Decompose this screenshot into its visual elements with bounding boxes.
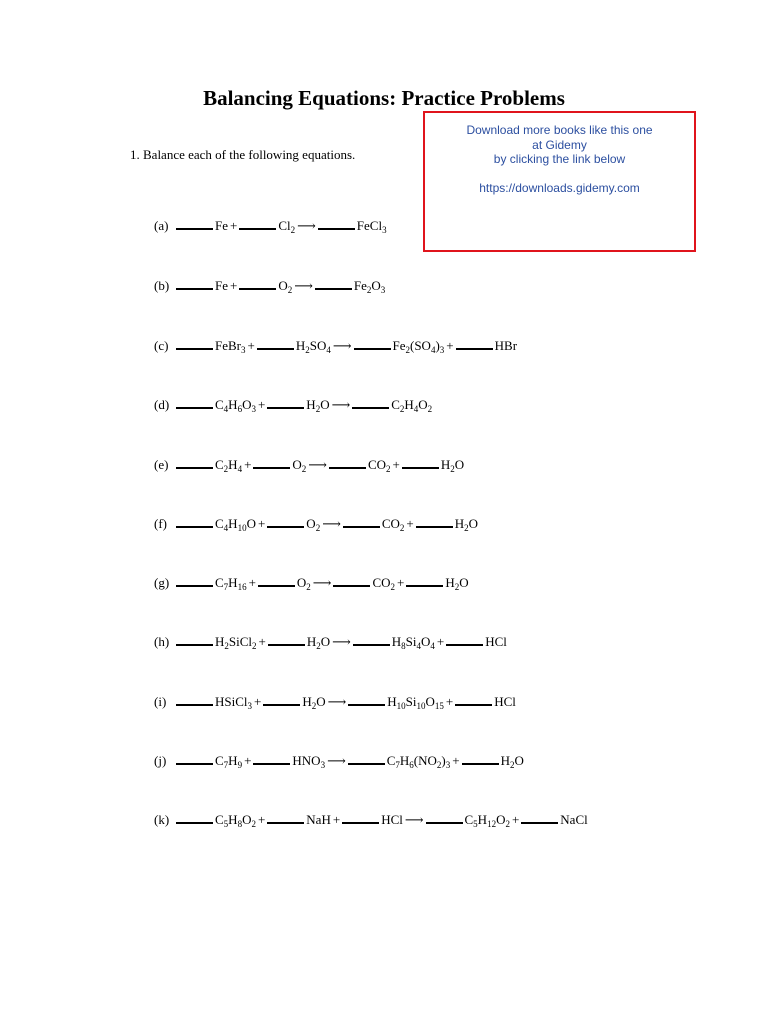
subscript: 3 — [251, 404, 256, 414]
coefficient-blank[interactable] — [176, 754, 213, 765]
chemical-formula: $C_5H_8O_2$ — [215, 812, 256, 829]
equation-label: (h) — [154, 634, 170, 649]
subscript: 10 — [237, 523, 247, 533]
equation-label: (i) — [154, 694, 167, 709]
plus-sign: + — [248, 575, 256, 590]
subscript: 10 — [396, 701, 406, 711]
coefficient-blank[interactable] — [253, 458, 290, 469]
chemical-formula: $C_7H_9$ — [215, 753, 243, 770]
subscript: 3 — [445, 760, 451, 770]
subscript: 9 — [237, 760, 243, 770]
coefficient-blank[interactable] — [456, 339, 493, 350]
subscript: 2 — [450, 464, 455, 474]
chemical-formula: FeCl$_3$ — [356, 218, 387, 235]
equation-row — [154, 751, 524, 771]
subscript: 2 — [386, 464, 391, 474]
arrow-symbol: ⟶ — [294, 278, 313, 293]
chemical-formula: $H_2SO_4$ — [295, 338, 331, 355]
chemical-formula: HCl — [485, 634, 507, 649]
coefficient-blank[interactable] — [176, 398, 213, 409]
ad-download-link[interactable]: https://downloads.gidemy.com — [479, 180, 640, 195]
plus-sign: + — [254, 694, 262, 709]
subscript: 2 — [301, 464, 307, 474]
subscript: 2 — [464, 523, 469, 533]
equation-label: (f) — [154, 516, 167, 531]
plus-sign: + — [406, 516, 414, 531]
chemical-formula: $Fe_2O_3$ — [353, 278, 386, 295]
chemical-formula: $Fe_2(SO_4)_3$ — [392, 338, 445, 355]
subscript: 2 — [305, 345, 310, 355]
subscript: 2 — [399, 404, 405, 414]
subscript: 8 — [237, 819, 243, 829]
coefficient-blank[interactable] — [329, 458, 366, 469]
plus-sign: + — [230, 278, 238, 293]
subscript: 2 — [224, 641, 229, 651]
arrow-symbol: ⟶ — [404, 812, 424, 827]
plus-sign: + — [452, 753, 460, 768]
subscript: 4 — [430, 641, 435, 651]
chemical-formula: $CO_2$ — [372, 575, 395, 592]
equation-row — [154, 632, 507, 652]
coefficient-blank[interactable] — [343, 517, 380, 528]
coefficient-blank[interactable] — [318, 219, 355, 230]
chemical-formula: $H_2O$ — [454, 516, 479, 533]
coefficient-blank[interactable] — [176, 695, 213, 706]
plus-sign: + — [511, 812, 520, 827]
ad-line-3: by clicking the link below — [493, 152, 626, 166]
subscript: 3 — [241, 345, 246, 355]
ad-line-1: Download more books like this one — [466, 123, 653, 137]
subscript: 2 — [252, 641, 257, 651]
chemical-formula: $C_7H_6(NO_2)_3$ — [386, 753, 451, 770]
subscript: 5 — [473, 819, 478, 829]
chemical-formula: $C_4H_{10}O$ — [215, 516, 256, 533]
chemical-formula: $CO_2$ — [381, 516, 405, 533]
coefficient-blank[interactable] — [426, 813, 463, 824]
arrow-symbol: ⟶ — [322, 516, 341, 531]
chemical-formula: $O_2$ — [296, 575, 311, 592]
coefficient-blank[interactable] — [176, 813, 213, 824]
plus-sign: + — [397, 575, 405, 590]
subscript: 4 — [430, 345, 436, 355]
subscript: 4 — [413, 404, 419, 414]
subscript: 7 — [223, 760, 229, 770]
equation-row — [154, 276, 385, 296]
subscript: 2 — [315, 523, 321, 533]
plus-sign: + — [244, 457, 252, 472]
ad-spacer — [425, 167, 694, 181]
plus-sign: + — [332, 812, 341, 827]
plus-sign: + — [446, 338, 454, 353]
subscript: 2 — [390, 582, 395, 592]
subscript: 2 — [405, 345, 410, 355]
subscript: 6 — [237, 404, 243, 414]
equation-row — [154, 573, 469, 593]
coefficient-blank[interactable] — [352, 398, 389, 409]
chemical-formula: $C_2H_4O_2$ — [391, 397, 433, 414]
subscript: 10 — [416, 701, 426, 711]
subscript: 2 — [436, 760, 442, 770]
download-ad-box[interactable] — [423, 111, 696, 252]
chemical-formula: $H_8Si_4O_4$ — [391, 634, 435, 651]
equation-row — [154, 810, 588, 830]
subscript: 2 — [399, 523, 405, 533]
coefficient-blank[interactable] — [402, 458, 439, 469]
subscript: 2 — [509, 760, 515, 770]
coefficient-blank[interactable] — [446, 635, 483, 646]
subscript: 7 — [223, 582, 229, 592]
subscript: 12 — [487, 819, 497, 829]
plus-sign: + — [247, 338, 255, 353]
arrow-symbol: ⟶ — [308, 457, 327, 472]
chemical-formula: HCl — [381, 812, 403, 827]
equation-label: (k) — [154, 812, 170, 827]
coefficient-blank[interactable] — [257, 339, 294, 350]
coefficient-blank[interactable] — [263, 695, 300, 706]
arrow-symbol: ⟶ — [331, 397, 351, 412]
equation-row — [154, 216, 387, 236]
arrow-symbol: ⟶ — [312, 575, 332, 590]
coefficient-blank[interactable] — [268, 635, 305, 646]
coefficient-blank[interactable] — [455, 695, 492, 706]
instruction-text: 1. Balance each of the following equations. — [130, 147, 356, 162]
subscript: 5 — [223, 819, 229, 829]
coefficient-blank[interactable] — [176, 219, 213, 230]
subscript: 3 — [247, 701, 253, 711]
arrow-symbol: ⟶ — [327, 753, 346, 768]
subscript: 4 — [223, 523, 229, 533]
coefficient-blank[interactable] — [342, 813, 379, 824]
coefficient-blank[interactable] — [462, 754, 499, 765]
subscript: 2 — [366, 285, 372, 295]
equation-row — [154, 692, 516, 712]
coefficient-blank[interactable] — [521, 813, 558, 824]
coefficient-blank[interactable] — [239, 279, 276, 290]
coefficient-blank[interactable] — [348, 754, 385, 765]
subscript: 2 — [316, 641, 321, 651]
coefficient-blank[interactable] — [258, 576, 295, 587]
chemical-formula: FeBr$_3$ — [215, 338, 246, 355]
subscript: 4 — [326, 345, 331, 355]
chemical-formula: HCl — [494, 694, 516, 709]
plus-sign: + — [257, 397, 266, 412]
plus-sign: + — [392, 457, 400, 472]
chemical-formula: $H_2SiCl_2$ — [215, 634, 257, 651]
coefficient-blank[interactable] — [406, 576, 443, 587]
subscript: 2 — [306, 582, 311, 592]
subscript: 4 — [416, 641, 422, 651]
chemical-formula: Fe — [215, 218, 228, 233]
chemical-formula: $H_2O$ — [440, 457, 465, 474]
coefficient-blank[interactable] — [315, 279, 352, 290]
chemical-formula: $H_{10}Si_{10}O_{15}$ — [387, 694, 444, 711]
coefficient-blank[interactable] — [267, 517, 304, 528]
chemical-formula: $O_2$ — [292, 457, 307, 474]
subscript: 15 — [434, 701, 444, 711]
subscript: 16 — [237, 582, 247, 592]
chemical-formula: HBr — [494, 338, 518, 353]
plus-sign: + — [244, 753, 252, 768]
chemical-formula: $H_2O$ — [306, 397, 330, 414]
chemical-formula: $Cl_2$ — [278, 218, 296, 235]
coefficient-blank[interactable] — [354, 339, 391, 350]
chemical-formula: Fe — [215, 278, 228, 293]
page-title: Balancing Equations: Practice Problems — [203, 86, 565, 110]
subscript: 2 — [223, 464, 229, 474]
coefficient-blank[interactable] — [239, 219, 276, 230]
coefficient-blank[interactable] — [416, 517, 453, 528]
coefficient-blank[interactable] — [176, 339, 213, 350]
equation-row — [154, 514, 478, 534]
subscript: 2 — [505, 819, 510, 829]
chemical-formula: NaH — [306, 812, 331, 827]
chemical-formula: $H_2O$ — [500, 753, 524, 770]
plus-sign: + — [230, 218, 238, 233]
arrow-symbol: ⟶ — [332, 338, 352, 353]
coefficient-blank[interactable] — [176, 279, 213, 290]
chemical-formula: $H_2O$ — [302, 694, 326, 711]
subscript: 7 — [395, 760, 400, 770]
arrow-symbol: ⟶ — [297, 218, 316, 233]
subscript: 2 — [251, 819, 256, 829]
subscript: 4 — [237, 464, 243, 474]
ad-line-2: at Gidemy — [532, 137, 587, 152]
subscript: 4 — [223, 404, 229, 414]
chemical-formula: $C_7H_{16}$ — [215, 575, 247, 592]
subscript: 2 — [311, 701, 317, 711]
equation-row — [154, 455, 464, 475]
subscript: 6 — [409, 760, 414, 770]
subscript: 3 — [439, 345, 445, 355]
coefficient-blank[interactable] — [253, 754, 290, 765]
chemical-formula: $CO_2$ — [367, 457, 391, 474]
arrow-symbol: ⟶ — [332, 634, 351, 649]
subscript: 3 — [380, 285, 386, 295]
equation-label: (b) — [154, 278, 170, 293]
coefficient-blank[interactable] — [176, 458, 213, 469]
chemical-formula: $H_2O$ — [306, 634, 331, 651]
chemical-formula: $C_4H_6O_3$ — [215, 397, 256, 414]
plus-sign: + — [257, 812, 266, 827]
equation-row — [154, 336, 517, 356]
coefficient-blank[interactable] — [353, 635, 390, 646]
chemical-formula: $H_2O$ — [445, 575, 469, 592]
subscript: 2 — [315, 404, 321, 414]
plus-sign: + — [257, 516, 266, 531]
subscript: 2 — [427, 404, 433, 414]
coefficient-blank[interactable] — [176, 517, 213, 528]
plus-sign: + — [436, 634, 445, 649]
equation-label: (j) — [154, 753, 167, 768]
equation-label: (a) — [154, 218, 169, 233]
coefficient-blank[interactable] — [267, 398, 304, 409]
subscript: 2 — [287, 285, 293, 295]
coefficient-blank[interactable] — [333, 576, 370, 587]
coefficient-blank[interactable] — [348, 695, 385, 706]
equation-row — [154, 395, 432, 415]
subscript: 2 — [454, 582, 460, 592]
chemical-formula: $HNO_3$ — [292, 753, 326, 770]
subscript: 3 — [320, 760, 326, 770]
chemical-formula: $O_2$ — [306, 516, 321, 533]
chemical-formula: HSiCl$_3$ — [215, 694, 253, 711]
chemical-formula: $O_2$ — [278, 278, 293, 295]
subscript: 3 — [382, 225, 387, 235]
subscript: 8 — [401, 641, 406, 651]
plus-sign: + — [258, 634, 266, 649]
coefficient-blank[interactable] — [176, 635, 213, 646]
chemical-formula: NaCl — [560, 812, 588, 827]
arrow-symbol: ⟶ — [327, 694, 347, 709]
subscript: 2 — [290, 225, 296, 235]
chemical-formula: $C_2H_4$ — [215, 457, 243, 474]
chemical-formula: $C_5H_{12}O_2$ — [464, 812, 510, 829]
coefficient-blank[interactable] — [267, 813, 304, 824]
equation-label: (e) — [154, 457, 169, 472]
plus-sign: + — [445, 694, 454, 709]
equation-label: (g) — [154, 575, 170, 590]
equation-label: (d) — [154, 397, 170, 412]
equation-label: (c) — [154, 338, 169, 353]
coefficient-blank[interactable] — [176, 576, 213, 587]
